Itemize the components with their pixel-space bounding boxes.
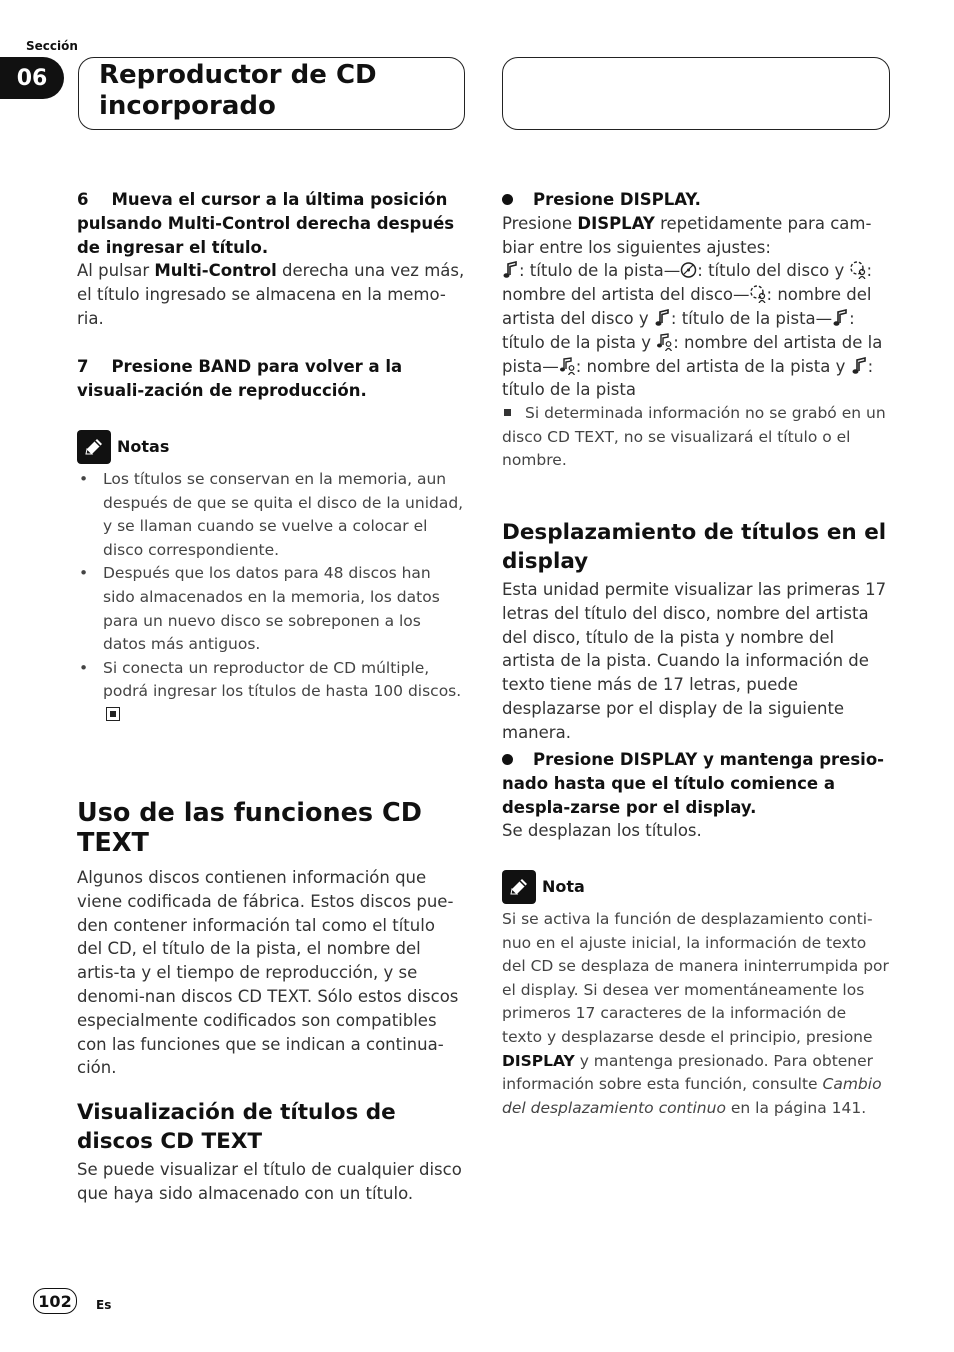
step-7-title: Presione BAND para volver a la visuali-zación de reproducción.: [77, 357, 403, 400]
info-note-text: Si determinada información no se grabó en un disco CD TEXT, no se visualizará el título o el nombre.: [502, 404, 886, 470]
pencil-note-icon: [77, 430, 111, 464]
seq-text: : nombre del artista de la pista—: [502, 332, 883, 376]
title-display-section: [77, 1098, 465, 1206]
step-6-text-a: Al pulsar: [77, 261, 155, 281]
subheading-scroll: Desplazamiento de títulos en el display: [502, 520, 887, 574]
track-title-icon: [502, 261, 519, 279]
bullet-dot-icon: [502, 754, 513, 765]
step-7: [77, 355, 465, 403]
seq-text: : nombre del artista del disco—: [502, 261, 873, 305]
seq-text: : nombre del artista del disco y: [502, 285, 872, 328]
track-artist-icon: [656, 333, 673, 351]
step-6-text-b: Multi-Control: [154, 261, 277, 281]
track-title-icon: [851, 357, 868, 375]
notes-label: Notas: [117, 437, 170, 457]
scroll-note-text: [502, 908, 890, 1120]
seq-text: : título del disco y: [697, 261, 850, 281]
display-instructions: [502, 188, 890, 473]
bullet-2-title: Presione DISPLAY y mantenga presio-nado hasta que el título comience a despla-zarse por el display.: [502, 750, 885, 817]
seq-text: : título de la pista—: [519, 261, 681, 281]
seq-text: : título de la pista y: [502, 308, 855, 352]
scroll-instruction: [502, 748, 890, 843]
square-bullet-icon: [504, 409, 511, 416]
chapter-title: Reproductor de CD incorporado: [99, 60, 377, 121]
note-header: [502, 870, 890, 904]
page-number: 102: [33, 1288, 77, 1314]
bullet-1-text: [502, 212, 890, 260]
notes-header: [77, 430, 465, 464]
note-item: [77, 657, 465, 728]
chapter-title-box: [78, 57, 465, 130]
notes-section: [77, 430, 465, 728]
note-item-text: Si conecta un reproductor de CD múltiple, podrá ingresar los títulos de hasta 100 discos.: [103, 658, 462, 701]
b1-text-b: DISPLAY: [577, 213, 655, 233]
scroll-note-section: [502, 870, 890, 1120]
section-label: Sección: [26, 39, 78, 53]
note-text-b: DISPLAY: [502, 1051, 575, 1070]
disc-title-icon: [680, 261, 697, 279]
seq-text: : título de la pista: [502, 356, 874, 400]
subheading-title-display: Visualización de títulos de discos CD TEXT: [77, 1100, 396, 1154]
cd-text-section: [77, 798, 465, 1080]
notes-list: [77, 468, 465, 728]
info-note: [502, 402, 890, 473]
title-display-paragraph: Se puede visualizar el título de cualquier disco que haya sido almacenado con un título.: [77, 1160, 462, 1203]
end-mark-icon: [106, 707, 120, 721]
seq-text: : nombre del artista de la pista y: [575, 356, 851, 376]
note-text-a: Si se activa la función de desplazamiento conti-nuo en el ajuste inicial, la información de texto del CD se desplaza de manera ininterrumpida por el display. Si desea ver momentáneamente los primeros 17 caracteres de la información de texto y desplazarse desde el principio, presione: [502, 910, 889, 1046]
track-title-icon: [654, 309, 671, 327]
track-title-icon: [832, 309, 849, 327]
step-6-text: [77, 259, 465, 330]
section-number-tab: 06: [0, 57, 64, 99]
scroll-paragraph: Esta unidad permite visualizar las primeras 17 letras del título del disco, nombre del artista del disco, título de la pista y nombre del artista de la pista. Cuando la información de texto tiene más de 17 letras, puede desplazarse por el display de la siguiente manera.: [502, 580, 887, 742]
bullet-1-title: Presione DISPLAY.: [533, 190, 701, 209]
seq-text: : título de la pista—: [670, 308, 833, 328]
bullet-dot-icon: [502, 194, 513, 205]
track-artist-icon: [559, 357, 576, 375]
note-text-c: y mantenga presionado. Para obtener información sobre esta función, consulte: [502, 1051, 874, 1094]
b1-text-a: Presione: [502, 213, 578, 233]
note-text-d: Cambio del desplazamiento continuo: [502, 1075, 882, 1117]
step-6-number: 6: [77, 190, 89, 209]
step-7-number: 7: [77, 357, 89, 376]
disc-artist-icon: [850, 261, 867, 279]
bullet-2-text: Se desplazan los títulos.: [502, 821, 702, 841]
note-item: • Los títulos se conservan en la memoria, aun después de que se quita el disco de la unidad, y se llaman cuando se vuelve a colocar el disco correspondiente.: [77, 468, 465, 562]
note-item: • Después que los datos para 48 discos han sido almacenados en la memoria, los datos para un nuevo disco se sobreponen a los datos más antiguos.: [77, 562, 465, 656]
language-code: Es: [96, 1298, 112, 1312]
b1-text-c: repetidamente para cam-biar entre los siguientes ajustes:: [502, 213, 872, 257]
display-sequence: [502, 259, 890, 402]
scroll-section: [502, 518, 890, 745]
cd-text-paragraph: Algunos discos contienen información que viene codificada de fábrica. Estos discos pue-den contener información tal como el título del CD, el título de la pista, el nombre del artis-ta y el tiempo de reproducción, y se denomi-nan discos CD TEXT. Sólo estos discos especialmente codificados son compatibles con las funciones que se indican a continua-ción.: [77, 868, 459, 1078]
step-6-text-c: derecha una vez más, el título ingresado se almacena en la memo-ria.: [77, 261, 465, 328]
section-heading-cd-text: Uso de las funciones CD TEXT: [77, 798, 422, 858]
pencil-note-icon: [502, 870, 536, 904]
note-text-e: en la página 141.: [725, 1098, 867, 1117]
disc-artist-icon: [750, 285, 767, 303]
empty-header-box: [502, 57, 890, 130]
note-label: Nota: [542, 877, 585, 897]
step-6: [77, 188, 465, 331]
step-6-title: Mueva el cursor a la última posición pulsando Multi-Control derecha después de ingresar el título.: [77, 190, 455, 257]
